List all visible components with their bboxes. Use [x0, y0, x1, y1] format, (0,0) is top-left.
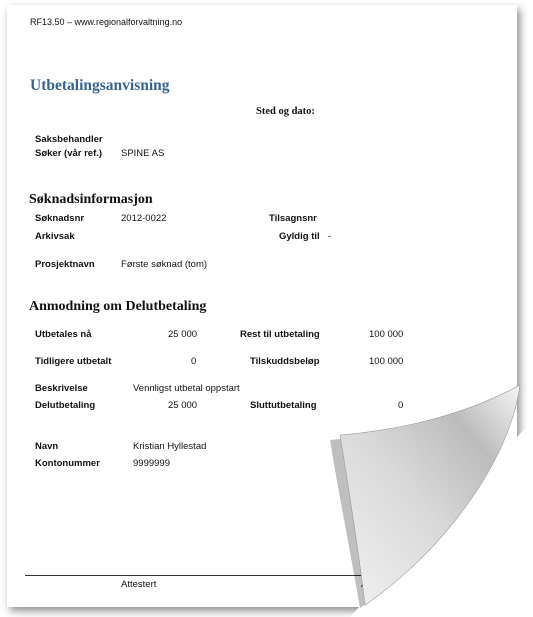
- account-number-value: 9999999: [133, 458, 170, 469]
- final-label: Sluttutbetaling: [250, 400, 317, 411]
- caseworker-label: Saksbehandler: [35, 134, 103, 145]
- description-value: Vennligst utbetal oppstart: [133, 383, 240, 394]
- account-name-value: Kristian Hyllestad: [133, 441, 207, 452]
- place-date-label: Sted og dato:: [256, 106, 315, 117]
- application-no-value: 2012-0022: [121, 213, 167, 224]
- partial-label: Delutbetaling: [35, 400, 96, 411]
- applicant-value: SPINE AS: [121, 148, 165, 159]
- remaining-value: 100 000: [369, 329, 404, 340]
- account-name-label: Navn: [35, 441, 59, 452]
- previous-value: 0: [191, 356, 197, 367]
- project-name-label: Prosjektnavn: [35, 259, 95, 270]
- partial-payment-heading: Anmodning om Delutbetaling: [29, 299, 207, 314]
- description-label: Beskrivelse: [35, 383, 88, 394]
- applicant-label: Søker (vår ref.): [35, 148, 103, 159]
- archive-label: Arkivsak: [35, 231, 75, 242]
- grant-amount-label: Tilskuddsbeløp: [250, 356, 320, 367]
- application-no-label: Søknadsnr: [35, 213, 85, 224]
- final-value: 0: [398, 400, 404, 411]
- account-number-label: Kontonummer: [35, 458, 100, 469]
- partial-value: 25 000: [168, 400, 198, 411]
- application-info-heading: Søknadsinformasjon: [29, 192, 153, 207]
- attested-label: Attestert: [121, 579, 157, 590]
- valid-to-label: Gyldig til: [279, 231, 320, 242]
- source-line: RF13.50 – www.regionalforvaltning.no: [30, 17, 183, 27]
- pay-now-value: 25 000: [168, 329, 198, 340]
- page-curl: [330, 380, 533, 617]
- previous-label: Tidligere utbetalt: [35, 356, 112, 367]
- pay-now-label: Utbetales nå: [35, 329, 92, 340]
- remaining-label: Rest til utbetaling: [240, 329, 320, 340]
- valid-to-value: -: [328, 231, 332, 242]
- project-name-value: Første søknad (tom): [121, 259, 208, 270]
- grant-amount-value: 100 000: [369, 356, 404, 367]
- document-title: Utbetalingsanvisning: [30, 77, 170, 94]
- grant-no-label: Tilsagnsnr: [269, 213, 317, 224]
